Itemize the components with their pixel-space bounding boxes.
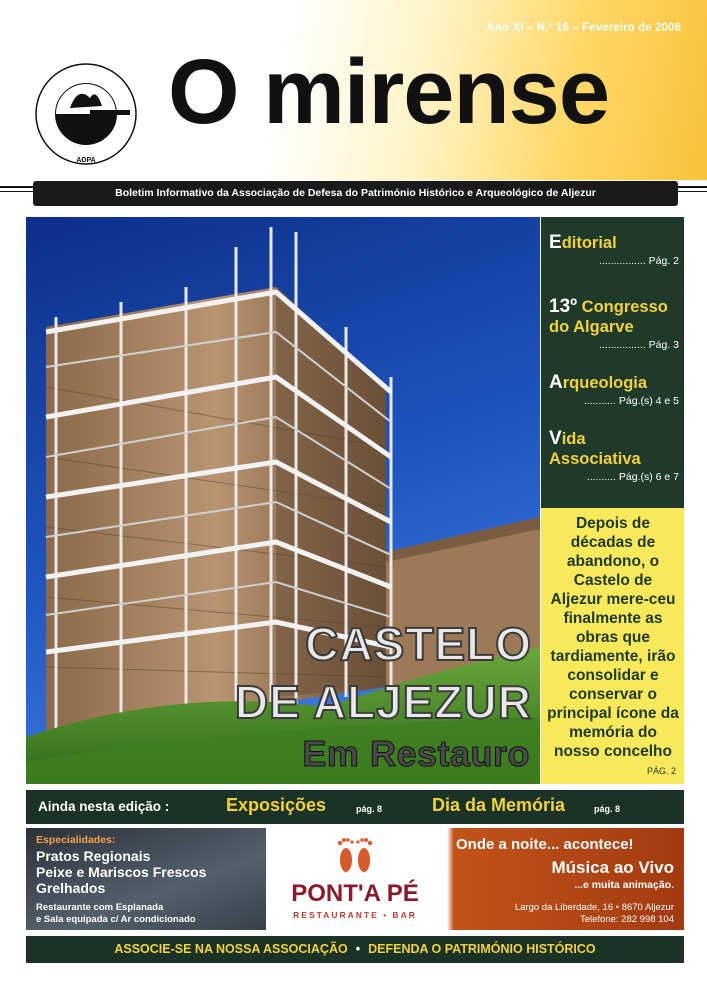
table-of-contents [541, 217, 684, 508]
newsletter-title: O mirense [168, 41, 609, 143]
ad-address: Largo da Liberdade, 16 • 8670 Aljezur [514, 902, 674, 913]
toc-page-ref: .......... Pág.(s) 6 e 7 [586, 471, 679, 483]
ad-live-music: Música ao Vivo [551, 858, 674, 877]
toc-item-editorial[interactable]: Editorial ................ Pág. 2 [549, 232, 679, 267]
ad-specialties-label: Especialidades: [36, 834, 116, 846]
toc-item-congresso[interactable]: 13º Congresso do Algarve ................ Pág. 3 [549, 296, 679, 351]
footer-separator: • [355, 942, 361, 956]
headline-de-aljezur: DE ALJEZUR [234, 676, 532, 728]
ad-line: Grelhados [36, 880, 106, 896]
lead-text: Depois de décadas de abandono, o Castelo de Aljezur mere-ceu finalmente as obras que tardiamente, irão consolidar e conservar o principal ícone da memória do nosso concelho [547, 515, 679, 760]
footer-bar [26, 936, 684, 963]
headline-castelo: CASTELO [305, 618, 532, 670]
footprints-icon [332, 834, 378, 878]
dia-da-memoria-page: pág. 8 [594, 804, 621, 814]
ad-line: Peixe e Mariscos Frescos [36, 864, 207, 880]
headline-em-restauro: Em Restauro [302, 733, 530, 774]
ad-line-small: e Sala equipada c/ Ar condicionado [36, 914, 196, 925]
association-logo [30, 58, 142, 170]
ad-line: Pratos Regionais [36, 848, 151, 864]
link-exposicoes[interactable]: Exposições [226, 795, 327, 815]
toc-item-arqueologia[interactable]: Arqueologia ........... Pág.(s) 4 e 5 [549, 372, 679, 407]
cover-photo [26, 217, 540, 784]
ad-animation: ...e muita animação. [574, 879, 674, 891]
footer-defend: DEFENDA O PATRIMÓNIO HISTÓRICO [368, 942, 596, 956]
issue-info: Ano XI – N.º 16 – Fevereiro de 2008 [486, 22, 681, 34]
toc-page-ref: ................ Pág. 2 [599, 255, 679, 267]
ad-slogan: Onde a noite... acontece! [456, 836, 634, 853]
ad-brand-name: PONT'A PÉ [291, 880, 419, 907]
toc-item-vida-associativa[interactable]: Vida Associativa .......... Pág.(s) 6 e 7 [549, 428, 679, 483]
subtitle-bar: Boletim Informativo da Associação de Defesa do Património Histórico e Arqueológico de Aljezur [33, 181, 678, 206]
ad-brand-subtitle: RESTAURANTE • BAR [293, 910, 417, 920]
lead-article [541, 508, 684, 784]
footer-join: ASSOCIE-SE NA NOSSA ASSOCIAÇÃO [114, 942, 348, 956]
restaurant-advertisement [26, 828, 684, 930]
also-in-edition-label: Ainda nesta edição : [38, 799, 170, 814]
link-dia-da-memoria[interactable]: Dia da Memória [432, 795, 566, 815]
ad-line-small: Restaurante com Esplanada [36, 902, 164, 913]
ad-phone: Telefone: 282 998 104 [579, 914, 674, 925]
ad-brand-panel [266, 828, 444, 930]
toc-page-ref: ........... Pág.(s) 4 e 5 [583, 395, 679, 407]
also-in-edition-bar [26, 790, 684, 824]
logo-acronym: ADPA [76, 157, 96, 164]
lead-page-ref: PÁG. 2 [646, 766, 676, 776]
exposicoes-page: pág. 8 [356, 804, 383, 814]
toc-page-ref: ................ Pág. 3 [599, 339, 679, 351]
